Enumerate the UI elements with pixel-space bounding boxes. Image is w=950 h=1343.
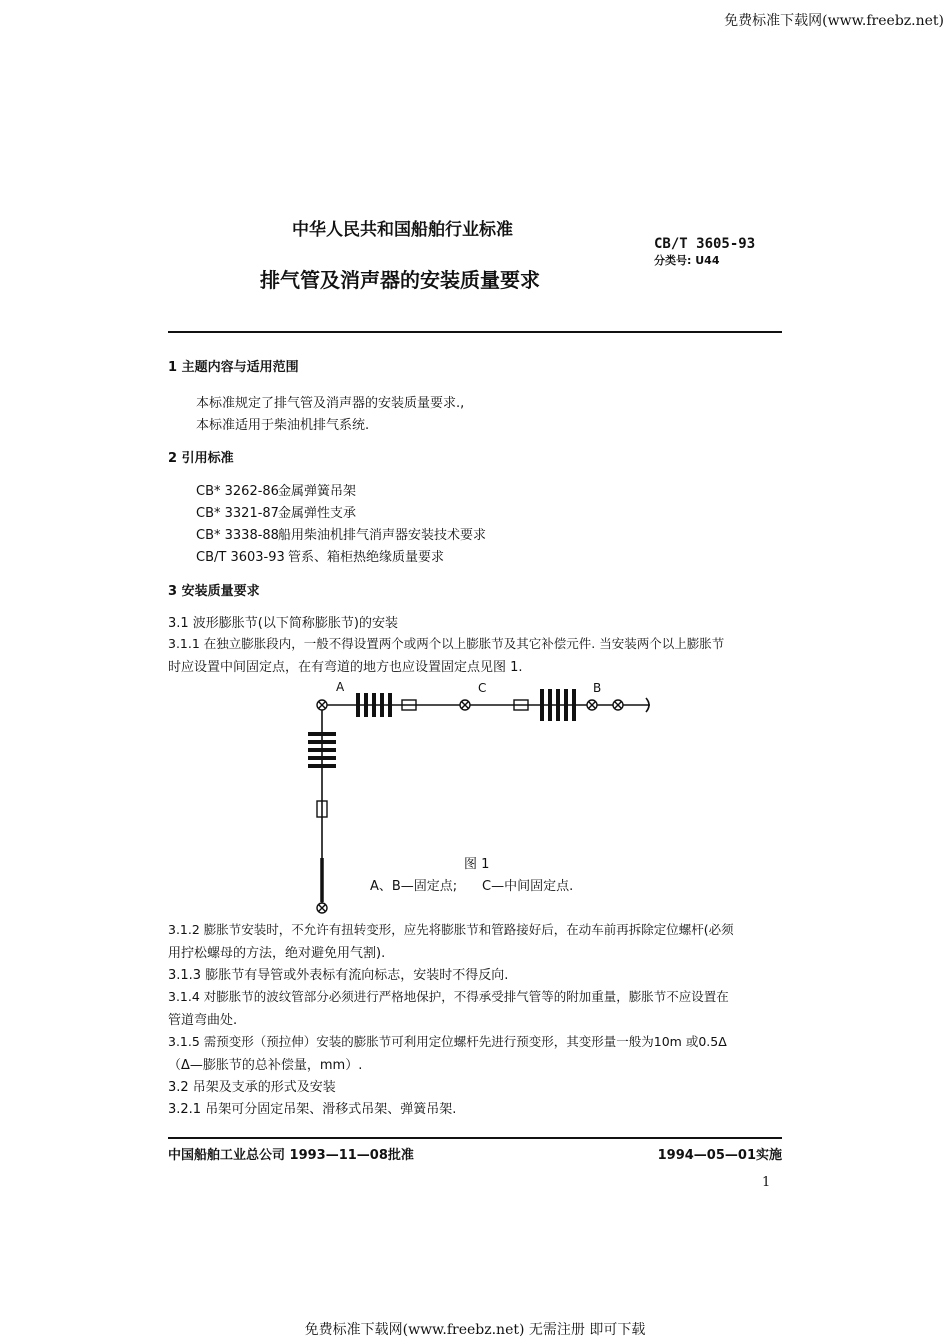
reference-item bbox=[196, 524, 486, 543]
reference-item bbox=[196, 546, 444, 565]
anchor-point-bottom bbox=[317, 903, 327, 913]
clause-3-2-1: 3.2.1 吊架可分固定吊架、滑移式吊架、弹簧吊架. bbox=[168, 1102, 457, 1117]
clause-3-1-1-line2: 时应设置中间固定点，在有弯道的地方也应设置固定点见图 1. bbox=[168, 660, 523, 675]
reference-title: 船用柴油机排气消声器安装技术要求 bbox=[278, 528, 487, 543]
reference-item bbox=[196, 502, 356, 521]
label-b: B bbox=[593, 681, 602, 695]
label-c: C bbox=[478, 681, 487, 695]
clause-3-1-2-line2: 用拧松螺母的方法，绝对避免用气割). bbox=[168, 946, 386, 961]
label-a: A bbox=[336, 680, 345, 694]
section-1-line1: 本标准规定了排气管及消声器的安装质量要求., bbox=[196, 396, 465, 411]
page-number: 1 bbox=[762, 1175, 771, 1190]
anchor-point-a bbox=[317, 700, 327, 710]
reference-code: CB* 3262-86 bbox=[196, 484, 279, 499]
reference-code: CB* 3338-88 bbox=[196, 528, 279, 543]
standard-classification: 分类号: U44 bbox=[654, 254, 720, 267]
standard-issuer: 中华人民共和国船舶行业标准 bbox=[292, 220, 513, 240]
section-3-heading: 3 安装质量要求 bbox=[168, 584, 260, 599]
clause-3-1-5-line1: 3.1.5 需预变形（预拉伸）安装的膨胀节可利用定位螺杆先进行预变形，其变形量一般为10m 或0.5Δ bbox=[168, 1034, 727, 1049]
section-1-heading: 1 主题内容与适用范围 bbox=[168, 360, 299, 375]
reference-title: 金属弹性支承 bbox=[278, 506, 357, 521]
standard-code: CB/T 3605-93 bbox=[654, 236, 756, 252]
clause-3-1: 3.1 波形膨胀节(以下简称膨胀节)的安装 bbox=[168, 616, 398, 631]
approval-line: 中国船舶工业总公司 1993—11—08批准 bbox=[168, 1148, 414, 1163]
section-1-line2: 本标准适用于柴油机排气系统. bbox=[196, 418, 370, 433]
reference-code: CB* 3321-87 bbox=[196, 506, 279, 521]
clause-3-2: 3.2 吊架及支承的形式及安装 bbox=[168, 1080, 336, 1095]
page-title: 排气管及消声器的安装质量要求 bbox=[260, 268, 540, 292]
watermark-footer: 免费标准下载网(www.freebz.net) 无需注册 即可下载 bbox=[304, 1322, 646, 1338]
clause-3-1-5-line2: （Δ—膨胀节的总补偿量，mm）. bbox=[168, 1058, 363, 1073]
reference-item bbox=[196, 480, 356, 499]
title-divider bbox=[168, 331, 782, 333]
reference-title: 金属弹簧吊架 bbox=[278, 484, 357, 499]
anchor-point-c bbox=[460, 700, 470, 710]
reference-code: CB/T 3603-93 bbox=[196, 550, 285, 565]
clause-3-1-1-line1: 3.1.1 在独立膨胀段内，一般不得设置两个或两个以上膨胀节及其它补偿元件. 当安装两个以上膨胀节 bbox=[168, 636, 725, 651]
reference-title: 管系、箱柜热绝缘质量要求 bbox=[288, 550, 445, 565]
clause-3-1-3: 3.1.3 膨胀节有导管或外表标有流向标志，安装时不得反向. bbox=[168, 968, 509, 983]
watermark-header: 免费标准下载网(www.freebz.net) bbox=[724, 13, 944, 29]
footer-divider bbox=[168, 1137, 782, 1139]
clause-3-1-2-line1: 3.1.2 膨胀节安装时，不允许有扭转变形，应先将膨胀节和管路接好后，在动车前再拆除定位螺杆(必须 bbox=[168, 922, 734, 937]
implementation-line: 1994—05—01实施 bbox=[657, 1148, 782, 1163]
figure-legend: A、B—固定点; C—中间固定点. bbox=[370, 879, 574, 894]
figure-caption: 图 1 bbox=[464, 857, 490, 872]
clause-3-1-4-line2: 管道弯曲处. bbox=[168, 1013, 238, 1028]
section-2-heading: 2 引用标准 bbox=[168, 451, 234, 466]
clause-3-1-4-line1: 3.1.4 对膨胀节的波纹管部分必须进行严格地保护，不得承受排气管等的附加重量，膨胀节不应设置在 bbox=[168, 989, 729, 1004]
